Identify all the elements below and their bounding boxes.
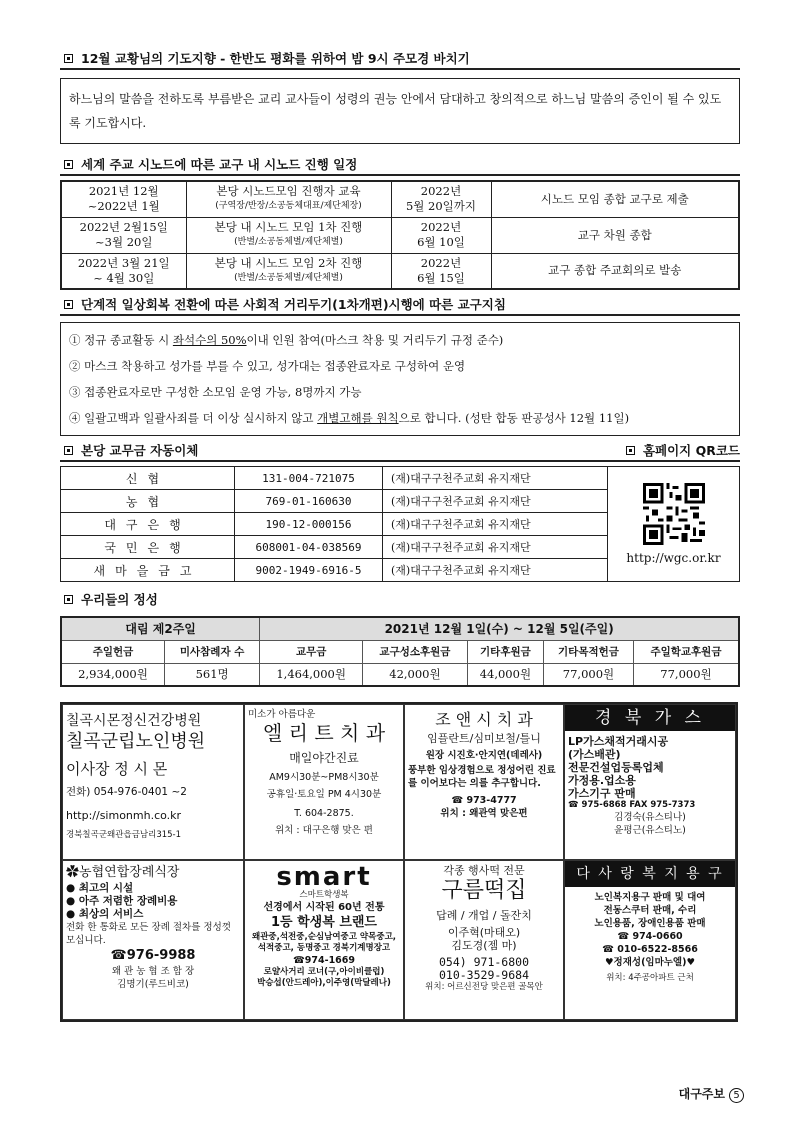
- bank-name: 농협: [61, 490, 235, 513]
- bank-owner: (재)대구구천주교회 유지재단: [383, 513, 608, 536]
- bank-row: [61, 490, 608, 513]
- offering-value: 44,000원: [467, 663, 543, 686]
- offering-header: 주일학교후원금: [633, 640, 739, 663]
- guideline-text: 개별고해를 원칙: [317, 411, 399, 425]
- bullet-icon: [626, 446, 635, 455]
- offering-header: 교구성소후원금: [363, 640, 468, 663]
- smart-logo: smart: [276, 862, 372, 892]
- synod-event-sub: (구역장/반장/소공동체대표/제단체장): [215, 201, 362, 212]
- bank-row: [61, 513, 608, 536]
- page-footer: 대구주보 5: [679, 1085, 744, 1103]
- ad-dental-elite: 미소가 아름다운 엘 리 트 치 과 매일야간진료 AM9시30분~PM8시30분 공휴일·토요일 PM 4시30분 T. 604-2875. 위치 : 대구은행 맞은 편: [244, 704, 404, 860]
- bullet-icon: [64, 595, 73, 604]
- guideline-text: 으로 합니다. (성탄 합동 판공성사 12월 11일): [398, 411, 630, 425]
- bank-owner: (재)대구구천주교회 유지재단: [383, 536, 608, 559]
- synod-event-label: 본당 시노드모임 진행자 교육: [216, 184, 361, 199]
- synod-row: [61, 253, 739, 289]
- bank-name: 신협: [61, 467, 235, 490]
- bank-owner: (재)대구구천주교회 유지재단: [383, 559, 608, 582]
- offering-header: 기타후원금: [467, 640, 543, 663]
- guideline-item: [69, 379, 731, 405]
- ad-dental-joen: 조 앤 시 치 과 임플란트/심미보철/틀니 원장 시진호·안지연(데레사) 풍부한 임상경험으로 정성어린 진료를 이어보다는 의를 추구합니다. ☎ 973-4777 위치 : 왜관역 맞은편: [404, 704, 564, 860]
- bank-row: [61, 559, 608, 582]
- ad-smart-uniform: smart 스마트학생복 선경에서 시작된 60년 전통 1등 학생복 브랜드 왜관중,석전중,순심남여중고 약목중고, 석적중고, 동명중고 경북기계명장고 ☎974-1669 로얄사거리 코너(구,아이비클럽) 박승섭(안드레아),이주영(막달레나): [244, 860, 404, 1020]
- synod-title: 세계 주교 시노드에 따른 교구 내 시노드 진행 일정: [60, 154, 740, 176]
- synod-event: [186, 217, 391, 253]
- synod-event-sub: (반별/소공동체별/제단체별): [234, 237, 343, 247]
- offering-value: 1,464,000원: [260, 663, 363, 686]
- page-number: 5: [729, 1088, 744, 1103]
- synod-note: 교구 종합 주교회의로 발송: [491, 253, 739, 289]
- guideline-item: [69, 327, 731, 353]
- offering-title: 우리들의 정성: [60, 588, 740, 610]
- prayer-title: 12월 교황님의 기도지향 - 한반도 평화를 위하여 밤 9시 주모경 바치기: [60, 48, 740, 70]
- synod-event-sub: (반별/소공동체별/제단체별): [234, 272, 343, 283]
- guideline-item: [69, 405, 731, 431]
- guideline-text: ② 마스크 착용하고 성가를 부를 수 있고, 성가대는 접종완료자로 구성하여 운영: [69, 359, 466, 373]
- bullet-icon: [64, 160, 73, 169]
- guideline-text: ④ 일괄고백과 일괄사죄를 더 이상 실시하지 않고: [69, 411, 318, 425]
- bullet-icon: [64, 300, 73, 309]
- offering-header: 기타목적헌금: [543, 640, 633, 663]
- synod-period: 2022년 2월15일 ~3월 20일: [61, 217, 186, 253]
- synod-note: 시노드 모임 종합 교구로 제출: [491, 181, 739, 217]
- ad-funeral: ✿농협연합장례식장 ● 최고의 시설 ● 아주 저렴한 장례비용 ● 최상의 서비스 전화 한 통화로 모든 장례 절차를 정성껏 모십니다. ☎976-9988 왜 관 농 협 조 합 장 김명기(루드비코): [62, 860, 244, 1020]
- qr-block[interactable]: [608, 466, 740, 582]
- bank-row: [61, 467, 608, 490]
- synod-event: [186, 253, 391, 289]
- offering-value: 2,934,000원: [61, 663, 164, 686]
- bullet-icon: [64, 446, 73, 455]
- offering-week: 대림 제2주일: [61, 617, 260, 640]
- homepage-url[interactable]: http://wgc.or.kr: [626, 551, 721, 565]
- guideline-item: [69, 353, 731, 379]
- qr-code-icon[interactable]: [643, 483, 705, 545]
- synod-row: [61, 181, 739, 217]
- bank-account[interactable]: 769-01-160630: [235, 490, 383, 513]
- bank-table: [60, 466, 608, 582]
- bank-account[interactable]: 608001-04-038569: [235, 536, 383, 559]
- guidelines-list: [60, 322, 740, 436]
- ads-grid: [60, 702, 738, 1022]
- prayer-text: 하느님의 말씀을 전하도록 부름받은 교리 교사들이 성령의 권능 안에서 담대하고 창의적으로 하느님 말씀의 증인이 될 수 있도록 기도합시다.: [60, 78, 740, 144]
- leaf-icon: ✿: [66, 865, 80, 880]
- offering-value: 42,000원: [363, 663, 468, 686]
- synod-period: 2021년 12월 ~2022년 1월: [61, 181, 186, 217]
- ad-gas: 경 북 가 스 LP가스채적거래시공 (가스배관) 전문건설업등록업체 가정용.업소용 가스기구 판매 ☎ 975-6868 FAX 975-7373 김경숙(유스티나) 윤평근(유스티노): [564, 704, 736, 860]
- guideline-text: ① 정규 종교활동 시: [69, 333, 173, 347]
- ad-hospital: 칠곡시몬정신건강병원 칠곡군립노인병원 이사장 정 시 몬 전화) 054-976-0401 ~2 http://simonmh.co.kr 경북칠곡군왜관읍금남리315-1: [62, 704, 244, 860]
- bank-owner: (재)대구구천주교회 유지재단: [383, 490, 608, 513]
- bank-name: 국민은행: [61, 536, 235, 559]
- synod-table: [60, 180, 740, 290]
- guideline-text: 좌석수의 50%: [172, 333, 247, 347]
- offering-header: 미사참례자 수: [164, 640, 259, 663]
- offering-table: [60, 616, 740, 687]
- offering-value: 561명: [164, 663, 259, 686]
- synod-row: [61, 217, 739, 253]
- guideline-text: 이내 인원 참여(마스크 착용 및 거리두기 규정 준수): [246, 333, 504, 347]
- synod-deadline: 2022년 5월 20일까지: [391, 181, 491, 217]
- bullet-icon: [64, 54, 73, 63]
- offering-value: 77,000원: [543, 663, 633, 686]
- synod-event: [186, 181, 391, 217]
- synod-event-label: 본당 내 시노드 모임 1차 진행: [214, 220, 363, 234]
- bank-name: 대구은행: [61, 513, 235, 536]
- bank-account[interactable]: 9002-1949-6916-5: [235, 559, 383, 582]
- synod-deadline: 2022년 6월 10일: [391, 217, 491, 253]
- guidelines-title: 단계적 일상회복 전환에 따른 사회적 거리두기(1차개편)시행에 따른 교구지침: [60, 294, 740, 316]
- offering-value: 77,000원: [633, 663, 739, 686]
- offering-header: 주일헌금: [61, 640, 164, 663]
- banking-header: 본당 교무금 자동이체 홈페이지 QR코드: [60, 440, 740, 462]
- offering-dates: 2021년 12월 1일(수) ~ 12월 5일(주일): [260, 617, 739, 640]
- ad-rice-cake: 각종 행사떡 전문 구름떡집 답례 / 개업 / 돌잔치 이주혁(마태오) 김도경(젬 마) 054) 971-6800 010-3529-9684 위치: 어르신전당 맞은편 골목안: [404, 860, 564, 1020]
- guideline-text: ③ 접종완료자로만 구성한 소모임 운영 가능, 8명까지 가능: [69, 385, 362, 399]
- bank-name: 새마을금고: [61, 559, 235, 582]
- synod-period: 2022년 3월 21일 ~ 4월 30일: [61, 253, 186, 289]
- synod-event-label: 본당 내 시노드 모임 2차 진행: [214, 255, 363, 270]
- bank-account[interactable]: 131-004-721075: [235, 467, 383, 490]
- bank-owner: (재)대구구천주교회 유지재단: [383, 467, 608, 490]
- offering-header: 교무금: [260, 640, 363, 663]
- bank-row: [61, 536, 608, 559]
- ad-welfare: 다 사 랑 복 지 용 구 노인복지용구 판매 및 대여 전동스쿠터 판매, 수리 노인용품, 장애인용품 판매 ☎ 974-0660 ☎ 010-6522-8566 ♥정재성(임마누엘)♥ 위치: 4주공아파트 근처: [564, 860, 736, 1020]
- bank-account[interactable]: 190-12-000156: [235, 513, 383, 536]
- synod-deadline: 2022년 6월 15일: [391, 253, 491, 289]
- synod-note: 교구 차원 종합: [491, 217, 739, 253]
